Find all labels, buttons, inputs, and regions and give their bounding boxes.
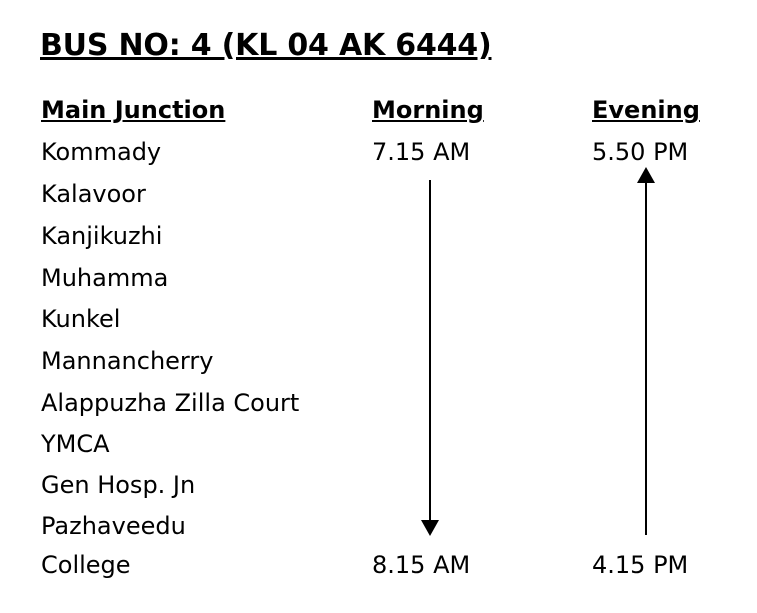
list-item: Kommady [41, 138, 162, 166]
list-item: Muhamma [41, 264, 169, 292]
down-arrow-head-icon [421, 520, 439, 536]
morning-last-time: 8.15 AM [372, 551, 471, 579]
column-header-evening: Evening [592, 96, 700, 124]
list-item: Kanjikuzhi [41, 222, 163, 250]
up-arrow-icon [645, 180, 647, 535]
column-header-junction: Main Junction [41, 96, 226, 124]
evening-first-time: 5.50 PM [592, 138, 689, 166]
list-item: Mannancherry [41, 347, 214, 375]
list-item: Gen Hosp. Jn [41, 471, 196, 499]
list-item: College [41, 551, 131, 579]
down-arrow-icon [429, 180, 431, 525]
morning-first-time: 7.15 AM [372, 138, 471, 166]
evening-last-time: 4.15 PM [592, 551, 689, 579]
column-header-morning: Morning [372, 96, 484, 124]
list-item: Kalavoor [41, 180, 146, 208]
list-item: Pazhaveedu [41, 512, 186, 540]
page-title: BUS NO: 4 (KL 04 AK 6444) [40, 28, 492, 63]
list-item: Alappuzha Zilla Court [41, 389, 300, 417]
up-arrow-head-icon [637, 167, 655, 183]
list-item: YMCA [41, 430, 110, 458]
list-item: Kunkel [41, 305, 121, 333]
